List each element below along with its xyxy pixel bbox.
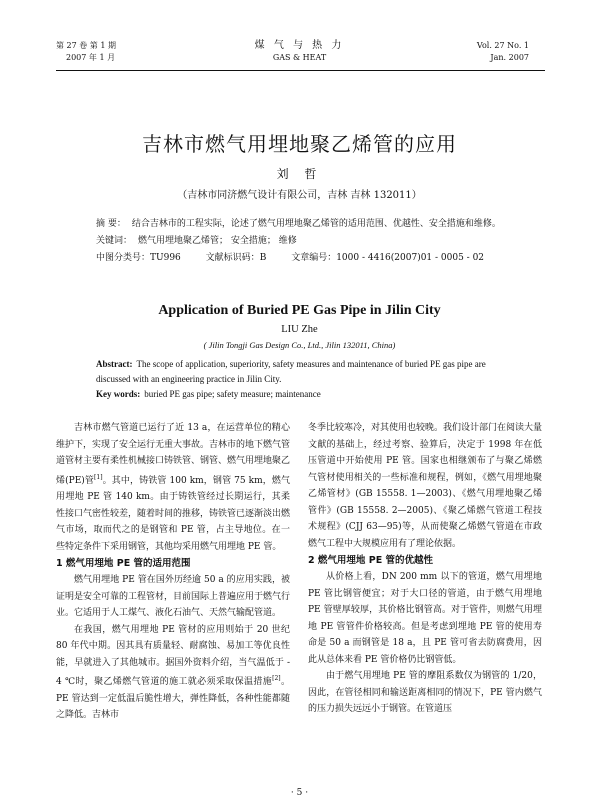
author-en: LIU Zhe xyxy=(281,324,318,335)
paragraph xyxy=(56,622,290,724)
paragraph-text: 吉林市燃气管道已运行了近 13 a，在运营单位的精心维护下，实现了安全运行无重大事故。吉林市的地下燃气管道管材主要有柔性机械接口铸铁管、钢管、燃气用埋地聚乙烯(PE)管 xyxy=(56,423,291,486)
header-rule xyxy=(56,70,545,71)
paper-title-cn: 吉林市燃气用埋地聚乙烯管的应用 xyxy=(142,132,457,156)
volume-issue: 第 27 卷 第 1 期 xyxy=(56,41,116,50)
abstract-en xyxy=(78,357,518,402)
abstract-en-label: Abstract: xyxy=(96,359,133,369)
keywords-en-label: Key words: xyxy=(96,389,141,399)
doc-code-value: B xyxy=(259,253,267,263)
abstract-cn-text xyxy=(78,216,518,233)
paragraph xyxy=(56,420,290,555)
article-no-label: 文章编号： xyxy=(291,253,337,263)
keywords-cn-values: 燃气用埋地聚乙烯管； 安全措施； 维修 xyxy=(138,236,297,246)
paragraph-text: 在我国，燃气用埋地 PE 管材的应用则始于 20 世纪 80 年代中期。因其具有质量轻、耐腐蚀、易加工等优良性能，早就进入了其他城市。据国外资料介绍，当气温低于 - 4 ℃时，聚乙烯燃气管道的施工就必须采取保温措施 xyxy=(56,624,290,687)
volume-info-en xyxy=(477,40,529,64)
paragraph: 冬季比较寒冷，对其使用也较晚。我们设计部门在阅读大量文献的基础上，经过考察、验算后，决定于 1998 年在低压管道中开始使用 PE 管。国家也相继颁布了与聚乙烯燃气管材使用相关的一些标准和规程，例如，《燃气用埋地聚乙烯管材》(GB 15558. 1—2003)、《燃气用埋地聚乙烯管件》(GB 15558. 2—2005)、《聚乙烯燃气管道工程技术规程》(CJJ 63—95)等，从而使聚乙烯燃气管道在市政燃气工程中大规模应用有了理论依据。 xyxy=(308,423,543,549)
citation-ref[interactable]: [1] xyxy=(94,473,103,481)
abstract-en-text xyxy=(78,357,518,387)
publication-date: 2007 年 1 月 xyxy=(66,53,116,62)
publication-date-en: Jan. 2007 xyxy=(490,53,529,62)
section-heading-1: 1 燃气用埋地 PE 管的适用范围 xyxy=(56,558,191,569)
abstract-cn-label: 摘 要： xyxy=(96,219,126,229)
keywords-en xyxy=(78,387,518,402)
paragraph: 由于燃气用埋地 PE 管的摩阻系数仅为钢管的 1/20，因此，在管径相同和输送距离相同的情况下，PE 管内燃气的压力损失远远小于钢管。在管道压 xyxy=(308,671,542,714)
paragraph-text: 。PE 管达到一定低温后脆性增大，弹性降低，各种性能都随之降低。吉林市 xyxy=(56,677,290,720)
paragraph-text: 。其中，铸铁管 100 km，钢管 75 km，燃气用埋地 PE 管 140 km。由于铸铁管经过长期运行，其柔性接口气密性较差，随着时间的推移，铸铁管已逐渐淡出燃气市场，取而代之的是钢管和 PE 管，占主导地位。在一些特定条件下采用钢管，其他均采用燃气用埋地 PE 管。 xyxy=(56,475,291,552)
author-cn: 刘 哲 xyxy=(276,167,323,181)
abstract-en-body: The scope of application, superiority, safety measures and maintenance of buried PE gas pipe are discussed with an engineering practice in Jilin City. xyxy=(96,359,486,384)
section-heading-2: 2 燃气用埋地 PE 管的优越性 xyxy=(308,555,433,566)
abstract-cn xyxy=(78,216,518,267)
keywords-cn-label: 关键词： xyxy=(96,236,133,246)
article-no-value: 1000 - 4416(2007)01 - 0005 - 02 xyxy=(336,253,485,263)
keywords-cn xyxy=(78,233,518,250)
abstract-cn-body: 结合吉林市的工程实际，论述了燃气用埋地聚乙烯管的适用范围、优越性、安全措施和维修。 xyxy=(131,219,501,229)
keywords-en-values: buried PE gas pipe; safety measure; maintenance xyxy=(144,389,321,399)
body-left-column xyxy=(56,420,290,724)
paper-title-en: Application of Buried PE Gas Pipe in Jilin City xyxy=(158,303,441,318)
class-value: TU996 xyxy=(150,253,181,263)
class-label: 中图分类号： xyxy=(96,253,151,263)
paragraph: 从价格上看，DN 200 mm 以下的管道，燃气用埋地 PE 管比钢管便宜；对于大口径的管道，由于燃气用埋地 PE 管壁厚较厚，其价格比钢管高。对于管件，则燃气用埋地 PE 管管件价格较高。但是考虑到埋地 PE 管的使用寿命是 50 a 而钢管是 18 a，且 PE 管可省去防腐费用，因此从总体来看 PE 管价格仍比钢管低。 xyxy=(308,572,542,665)
journal-title-cn: 煤 气 与 热 力 xyxy=(254,40,345,51)
doc-code-label: 文献标识码： xyxy=(205,253,260,263)
affiliation-cn: （吉林市同济燃气设计有限公司，吉林 吉林 132011） xyxy=(177,190,422,201)
journal-title-en: GAS & HEAT xyxy=(272,53,327,62)
paragraph: 燃气用埋地 PE 管在国外历经逾 50 a 的应用实践，被证明是安全可靠的工程管材，目前国际上普遍应用于燃气行业。它适用于人工煤气、液化石油气、天然气输配管道。 xyxy=(56,575,291,618)
body-right-column xyxy=(308,420,542,718)
citation-ref[interactable]: [2] xyxy=(272,675,281,682)
volume-issue-en: Vol. 27 No. 1 xyxy=(476,41,529,50)
page-number: · 5 · xyxy=(290,788,309,798)
affiliation-en: ( Jilin Tongji Gas Design Co., Ltd., Jilin 132011, China) xyxy=(203,340,396,350)
classification-line xyxy=(78,250,518,267)
